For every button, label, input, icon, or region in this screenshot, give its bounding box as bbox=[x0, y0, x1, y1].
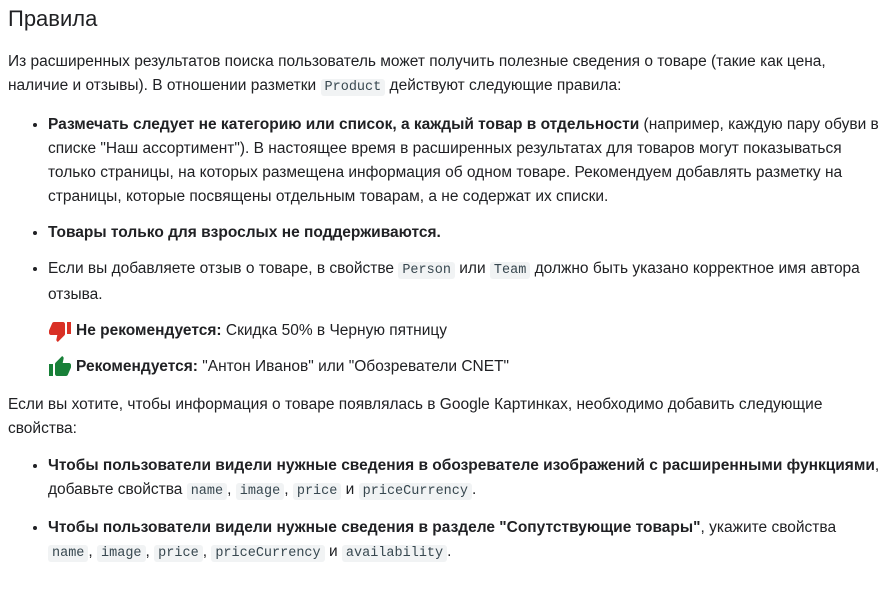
list-item: • Чтобы пользователи видели нужные сведения в обозревателе изображений с расширенными функциями, добавьте свойства name , image , price и priceCurrency . bbox=[48, 454, 881, 504]
thumbs-down-icon bbox=[48, 319, 72, 343]
list-item: • Если вы добавляете отзыв о товаре, в свойстве Person или Team должно быть указано корректное имя автора отзыва. bbox=[48, 257, 881, 307]
thumbs-up-icon bbox=[48, 355, 72, 379]
recommended-example: Рекомендуется: "Антон Иванов" или "Обозреватели CNET" bbox=[48, 355, 881, 379]
rules-list bbox=[8, 113, 881, 307]
not-recommended-example: Не рекомендуется: Скидка 50% в Черную пятницу bbox=[48, 319, 881, 343]
page-title: Правила bbox=[8, 6, 98, 31]
images-intro: Если вы хотите, чтобы информация о товаре появлялась в Google Картинках, необходимо добавить следующие свойства: bbox=[8, 396, 823, 437]
code-person: Person bbox=[398, 262, 455, 279]
code-product: Product bbox=[321, 79, 386, 96]
list-item: • Товары только для взрослых не поддерживаются. bbox=[48, 221, 881, 245]
image-rules-list bbox=[8, 454, 881, 566]
intro-paragraph: Из расширенных результатов поиска пользователь может получить полезные сведения о товаре (такие как цена, наличие и отзывы). В отношении разметки Product действуют следующие правила: bbox=[8, 53, 826, 95]
list-item: • Размечать следует не категорию или список, а каждый товар в отдельности (например, каждую пару обуви в списке "Наш ассортимент"). В настоящее время в расширенных результатах для товаров могут показываться только страницы, на которых размещена информация об одном товаре. Рекомендуем добавлять разметку на страницы, которые посвящены отдельным товарам, а не содержат их списки. bbox=[48, 113, 881, 209]
list-item: • Чтобы пользователи видели нужные сведения в разделе "Сопутствующие товары", укажите свойства name , image , price , priceCurrency и availability . bbox=[48, 516, 881, 566]
code-team: Team bbox=[490, 262, 530, 279]
